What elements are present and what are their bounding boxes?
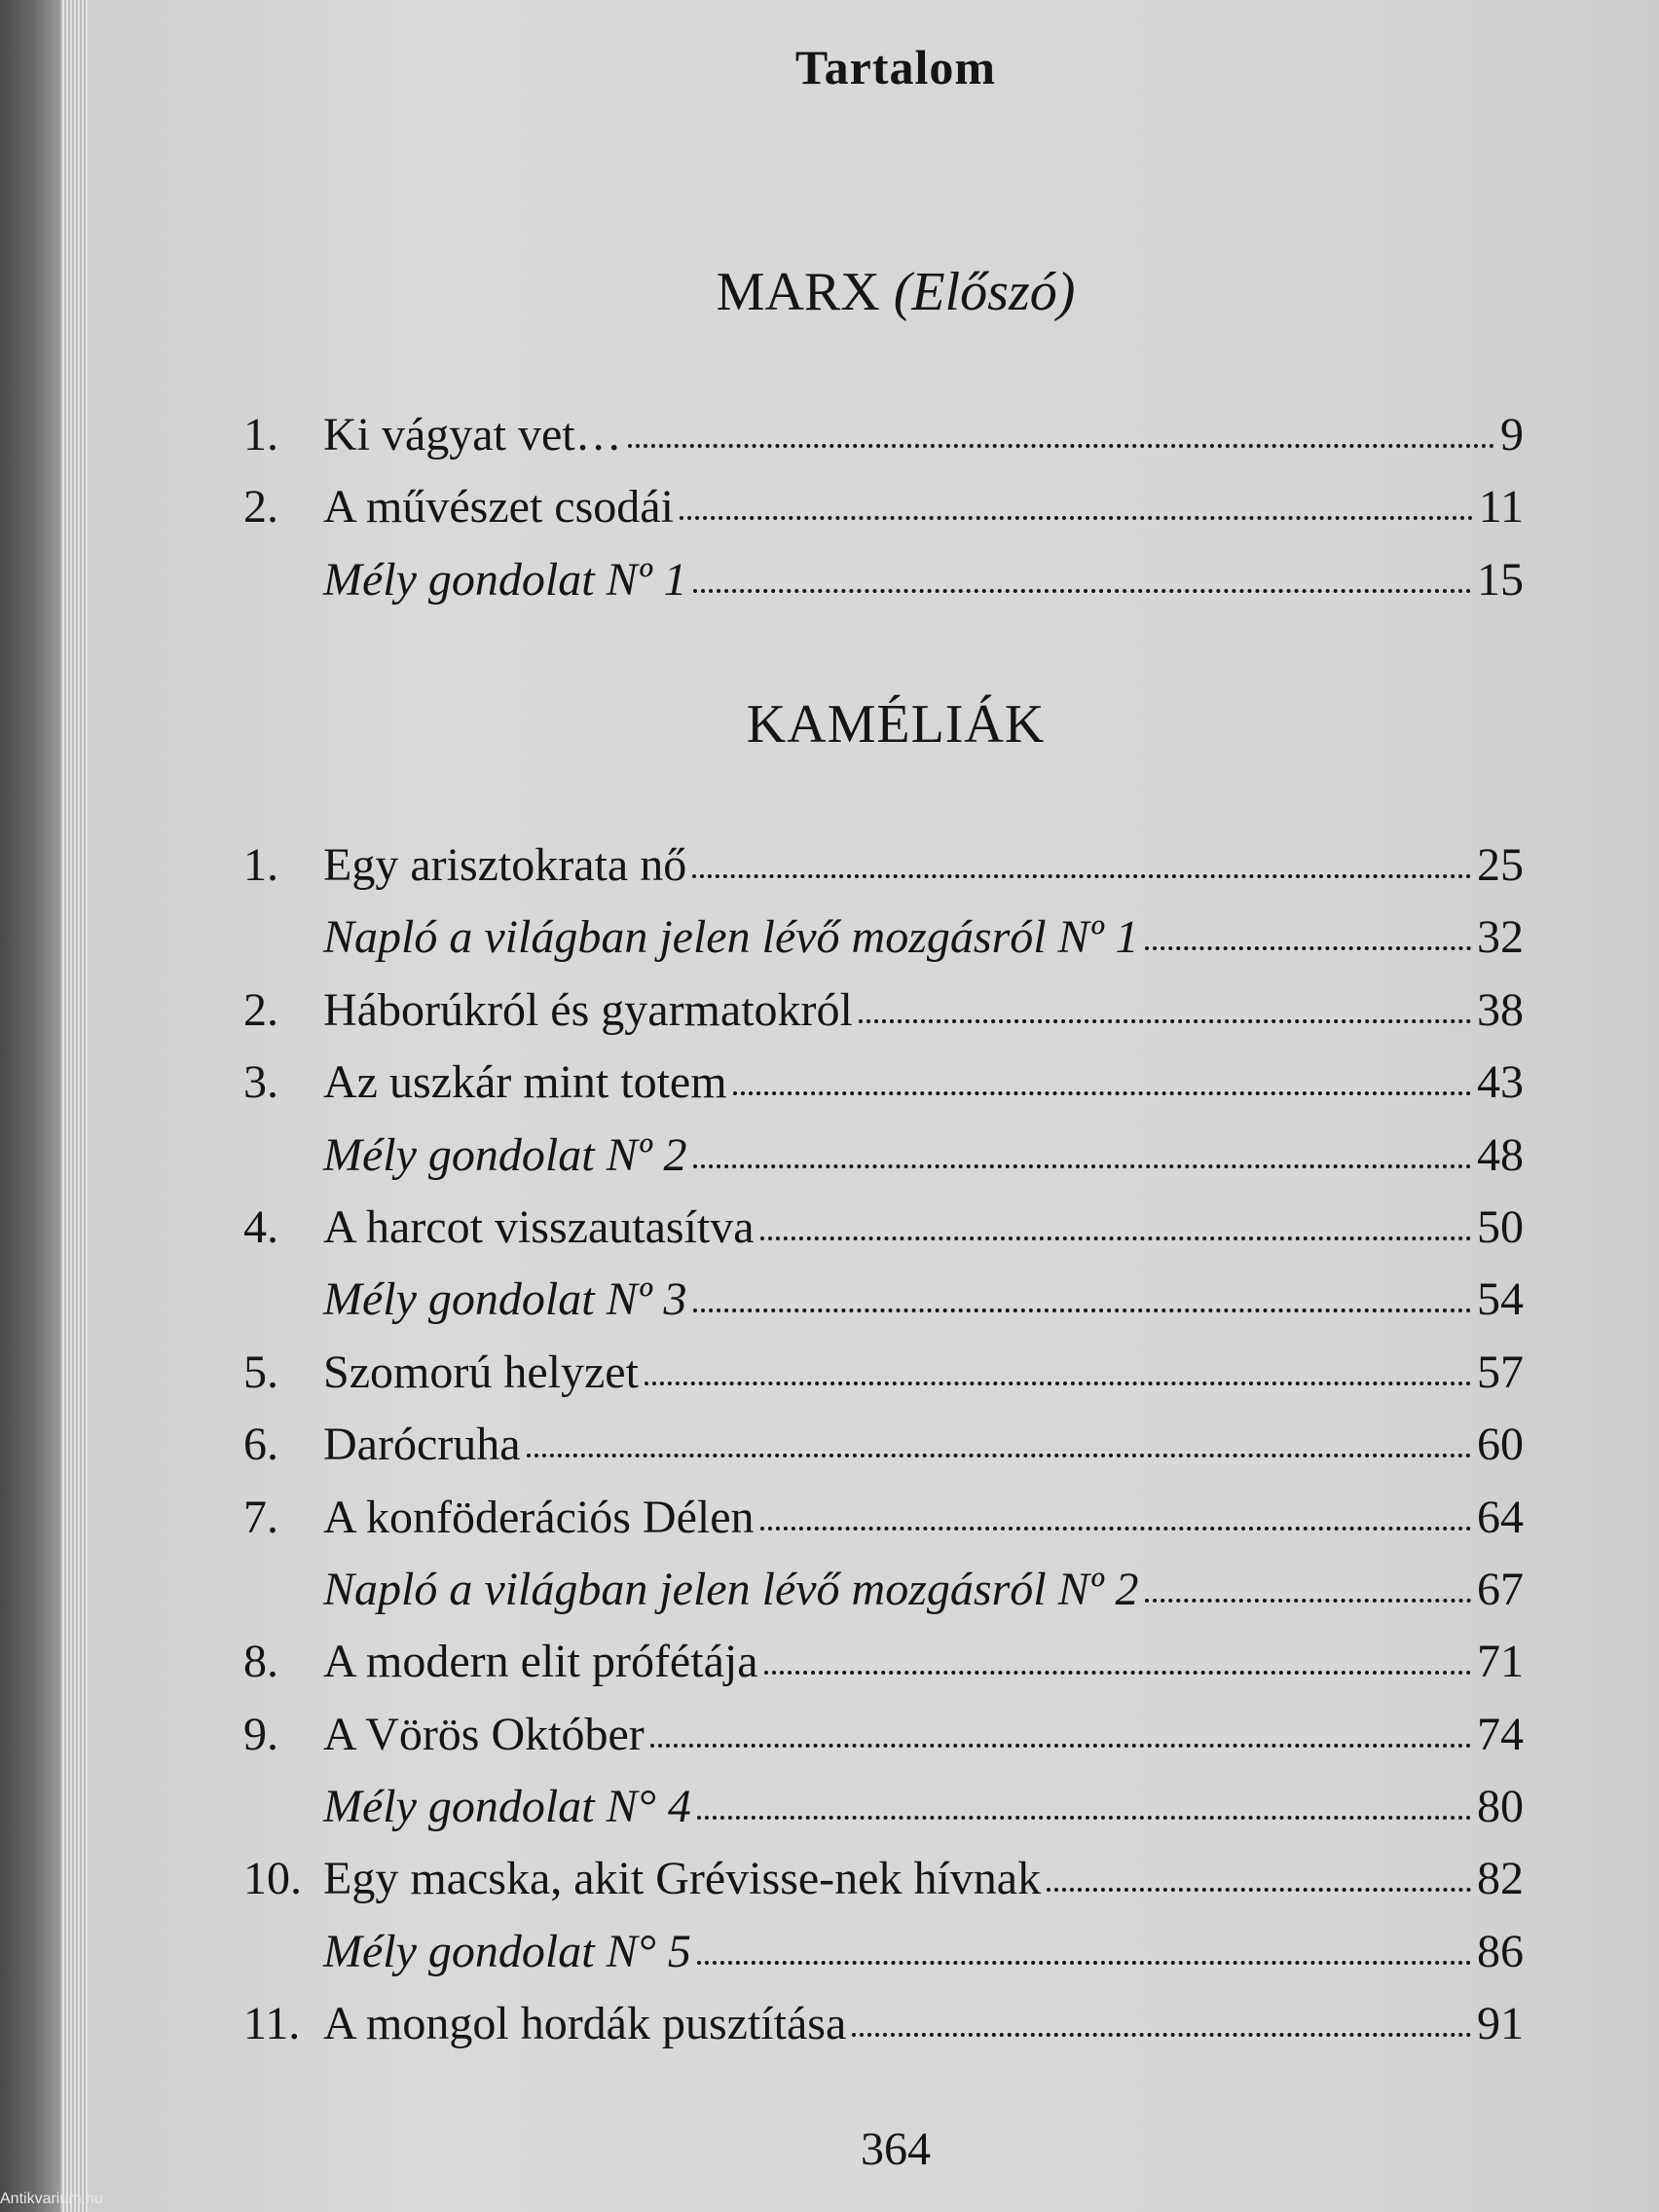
section-heading-text: MARX [716, 262, 880, 322]
dot-leader [650, 1743, 1471, 1748]
toc-entry-page: 38 [1477, 983, 1524, 1036]
toc-entry-number: 2. [243, 983, 278, 1036]
toc-entry-page: 86 [1477, 1925, 1524, 1977]
toc-entry-title: Ki vágyat vet… [323, 409, 622, 461]
dot-leader [733, 1090, 1471, 1095]
dot-leader [692, 873, 1471, 878]
section-heading-marx [88, 261, 1659, 323]
toc-entry-number: 2. [243, 481, 278, 534]
dot-leader [1047, 1887, 1471, 1892]
toc-entry-title: Egy arisztokrata nő [323, 839, 687, 891]
toc-entry [243, 1482, 1524, 1554]
dot-leader [693, 1308, 1472, 1312]
toc-entry-page: 9 [1500, 409, 1524, 461]
toc-entry [243, 1264, 1524, 1336]
toc-entry-page: 80 [1477, 1781, 1524, 1833]
toc-entry-title: Háborúkról és gyarmatokról [323, 983, 853, 1036]
dot-leader [645, 1381, 1471, 1385]
toc-entry [243, 1120, 1524, 1192]
toc-entry [243, 471, 1524, 543]
toc-entry-title: A művészet csodái [323, 481, 674, 534]
toc-entry [243, 1192, 1524, 1264]
toc-entry-title: Mély gondolat Nº 2 [323, 1128, 687, 1181]
toc-entry [243, 902, 1524, 974]
toc-list-marx [243, 399, 1524, 616]
toc-entry [243, 1771, 1524, 1843]
toc-entry-page: 54 [1477, 1273, 1524, 1326]
toc-entry-number: 10. [243, 1853, 302, 1905]
section-heading-subtitle: (Előszó) [893, 262, 1076, 322]
page-title: Tartalom [794, 40, 997, 94]
toc-entry-title: Mély gondolat N° 5 [323, 1925, 691, 1977]
toc-entry-title: A modern elit prófétája [323, 1636, 758, 1688]
toc-entry-number: 6. [243, 1419, 278, 1471]
dot-leader [693, 588, 1472, 593]
dot-leader [697, 1960, 1471, 1965]
toc-entry [243, 975, 1524, 1047]
toc-entry-title: A harcot visszautasítva [323, 1200, 755, 1253]
toc-entry [243, 1554, 1524, 1626]
toc-entry-title: Mély gondolat Nº 1 [323, 553, 687, 606]
toc-entry-title: A mongol hordák pusztítása [323, 1998, 847, 2050]
toc-entry-title: Mély gondolat Nº 3 [323, 1273, 687, 1326]
toc-entry-page: 64 [1477, 1491, 1524, 1543]
toc-entry [243, 399, 1524, 471]
toc-entry-number: 11. [243, 1998, 301, 2050]
toc-entry [243, 1916, 1524, 1988]
toc-entry-page: 43 [1477, 1056, 1524, 1109]
toc-entry-page: 67 [1477, 1563, 1524, 1615]
toc-entry-title: Darócruha [323, 1419, 521, 1471]
toc-entry-title: A konföderációs Délen [323, 1491, 755, 1543]
dot-leader [859, 1018, 1471, 1023]
dot-leader [760, 1235, 1471, 1240]
toc-entry-page: 48 [1477, 1128, 1524, 1181]
toc-entry [243, 1699, 1524, 1771]
toc-entry-page: 74 [1477, 1708, 1524, 1760]
toc-entry [243, 1626, 1524, 1698]
toc-entry [243, 1337, 1524, 1409]
toc-entry-number: 5. [243, 1346, 278, 1398]
watermark: Antikvarium.hu [0, 2191, 103, 2207]
toc-entry [243, 544, 1524, 616]
toc-entry-title: Egy macska, akit Grévisse-nek hívnak [323, 1853, 1042, 1905]
page-number: 364 [861, 2123, 931, 2175]
toc-entry-page: 60 [1477, 1419, 1524, 1471]
dot-leader [852, 2032, 1471, 2037]
toc-entry-page: 82 [1477, 1853, 1524, 1905]
toc-entry-number: 9. [243, 1708, 278, 1760]
toc-entry-page: 91 [1477, 1998, 1524, 2050]
dot-leader [527, 1453, 1471, 1457]
dot-leader [680, 515, 1473, 520]
dot-leader [1145, 945, 1472, 950]
toc-entry-title: Szomorú helyzet [323, 1346, 639, 1398]
toc-entry-number: 1. [243, 839, 278, 891]
toc-entry [243, 1409, 1524, 1481]
dot-leader [697, 1815, 1471, 1820]
toc-entry [243, 1843, 1524, 1915]
section-heading-kameliak: KAMÉLIÁK [746, 694, 1046, 755]
toc-entry [243, 1988, 1524, 2060]
toc-entry-number: 3. [243, 1056, 278, 1109]
toc-entry-number: 1. [243, 409, 278, 461]
book-spine [0, 0, 60, 2212]
page-edges [60, 0, 88, 2212]
toc-entry-page: 50 [1477, 1200, 1524, 1253]
toc-entry-number: 8. [243, 1636, 278, 1688]
toc-entry-title: A Vörös Október [323, 1708, 645, 1760]
dot-leader [764, 1670, 1471, 1675]
dot-leader [628, 443, 1494, 448]
toc-entry-number: 4. [243, 1200, 278, 1253]
toc-entry [243, 1047, 1524, 1119]
dot-leader [693, 1163, 1472, 1168]
toc-entry-page: 71 [1477, 1636, 1524, 1688]
toc-entry-page: 11 [1478, 481, 1524, 534]
toc-entry-title: Az uszkár mint totem [323, 1056, 727, 1109]
toc-entry-number: 7. [243, 1491, 278, 1543]
toc-entry [243, 830, 1524, 902]
toc-entry-title: Napló a világban jelen lévő mozgásról Nº 2 [323, 1563, 1139, 1615]
toc-entry-title: Mély gondolat N° 4 [323, 1781, 691, 1833]
dot-leader [760, 1526, 1471, 1530]
toc-entry-page: 25 [1477, 839, 1524, 891]
toc-entry-page: 15 [1477, 553, 1524, 606]
toc-entry-page: 57 [1477, 1346, 1524, 1398]
toc-list-kameliak [243, 830, 1524, 2061]
toc-entry-title: Napló a világban jelen lévő mozgásról Nº 1 [323, 911, 1139, 964]
toc-entry-page: 32 [1477, 911, 1524, 964]
dot-leader [1145, 1598, 1472, 1603]
